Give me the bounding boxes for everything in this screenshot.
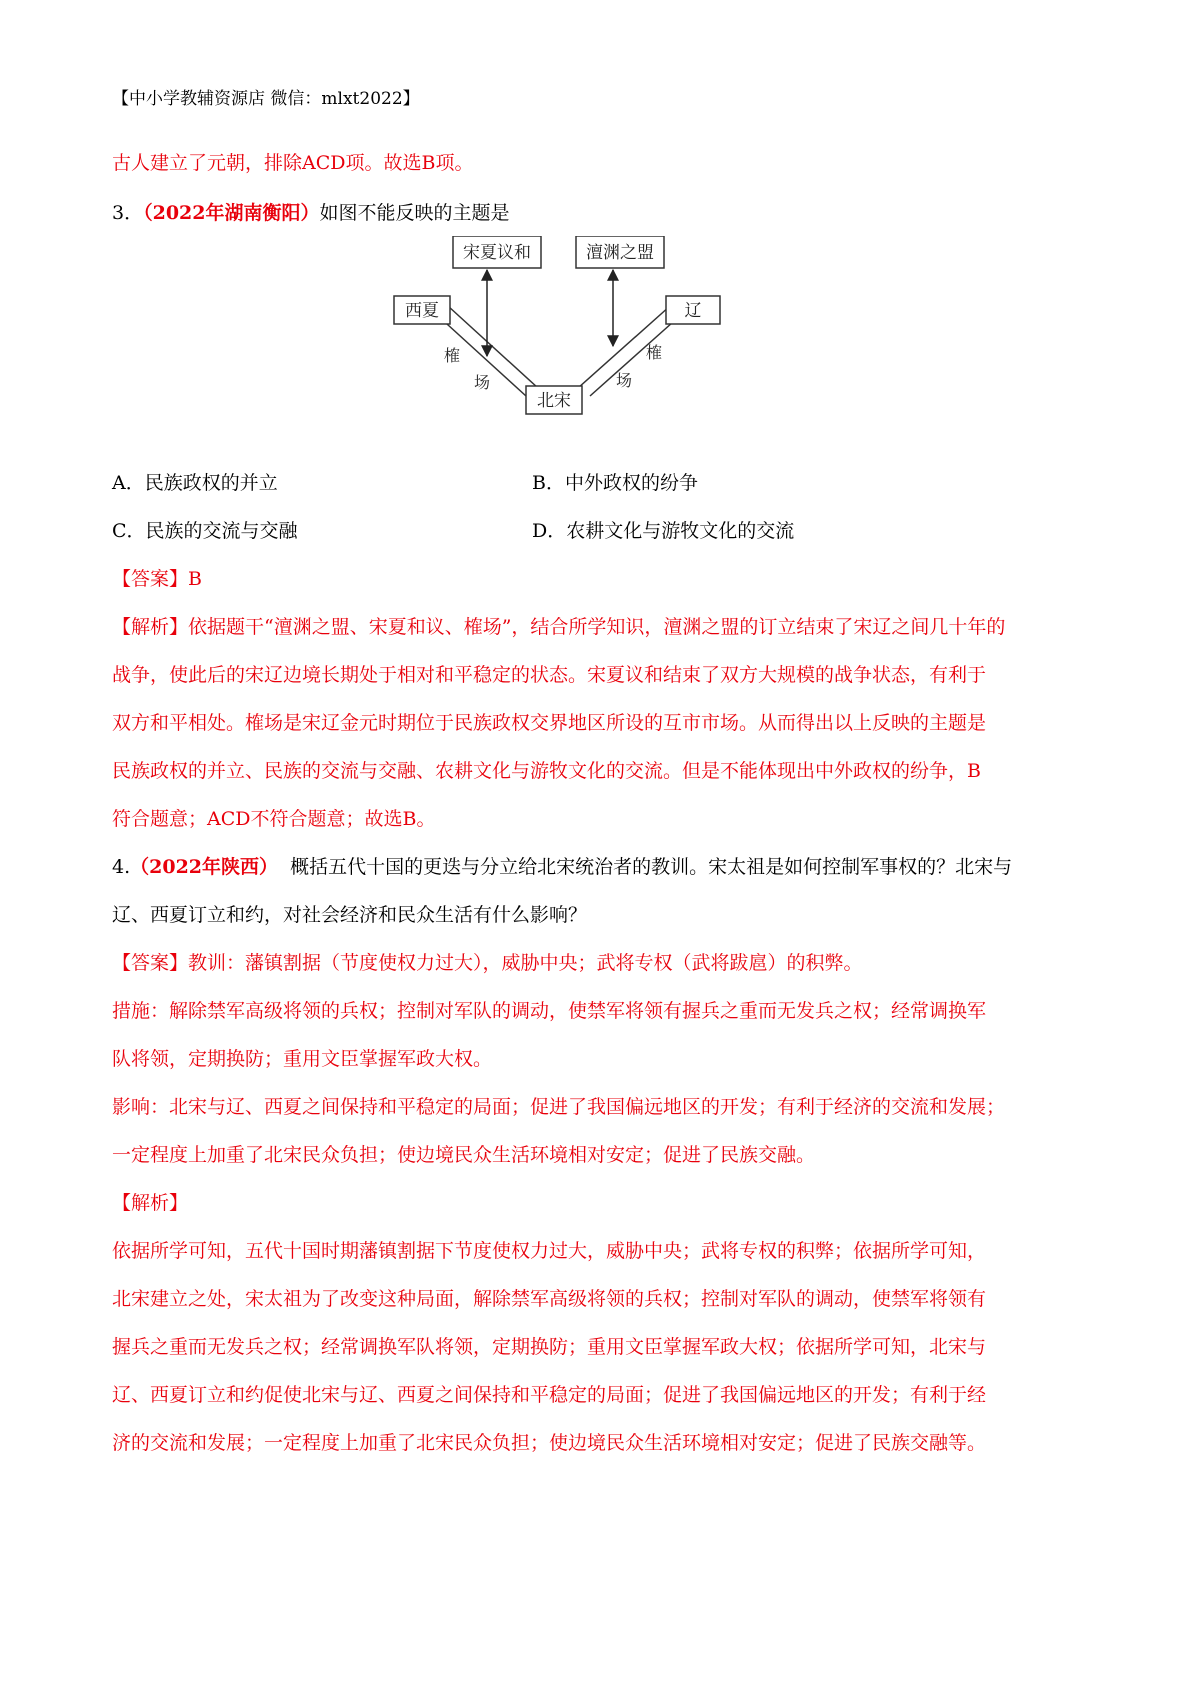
question-4-answer-line-2: 措施：解除禁军高级将领的兵权；控制对军队的调动，使禁军将领有握兵之重而无发兵之权；经常调换军 — [112, 1000, 987, 1022]
question-4-analysis-line-3: 握兵之重而无发兵之权；经常调换军队将领，定期换防；重用文臣掌握军政大权；依据所学可知，北宋与 — [112, 1336, 987, 1358]
previous-answer-tail: 古人建立了元朝，排除ACD项。故选B项。 — [112, 152, 474, 174]
question-3-analysis-line-2: 战争，使此后的宋辽边境长期处于相对和平稳定的状态。宋夏议和结束了双方大规模的战争状态，有利于 — [112, 664, 987, 686]
label-liao: 辽 — [684, 301, 702, 321]
question-4-analysis-line-4: 辽、西夏订立和约促使北宋与辽、西夏之间保持和平稳定的局面；促进了我国偏远地区的开发；有利于经 — [112, 1384, 987, 1406]
page-header: 【中小学教辅资源店 微信：mlxt2022】 — [112, 89, 420, 109]
question-4-analysis-line-5: 济的交流和发展；一定程度上加重了北宋民众负担；使边境民众生活环境相对安定；促进了民族交融等。 — [112, 1432, 987, 1454]
question-3-analysis-line-1: 【解析】依据题干“澶渊之盟、宋夏和议、榷场”，结合所学知识，澶渊之盟的订立结束了宋辽之间几十年的 — [112, 616, 1006, 638]
question-3-analysis-line-3: 双方和平相处。榷场是宋辽金元时期位于民族政权交界地区所设的互市市场。从而得出以上反映的主题是 — [112, 712, 987, 734]
question-4-answer-line-5: 一定程度上加重了北宋民众负担；使边境民众生活环境相对安定；促进了民族交融。 — [112, 1144, 816, 1166]
label-left-que: 榷 — [444, 346, 461, 365]
question-4-text-1: 概括五代十国的更迭与分立给北宋统治者的教训。宋太祖是如何控制军事权的？北宋与 — [290, 856, 1013, 878]
question-3-analysis-line-4: 民族政权的并立、民族的交流与交融、农耕文化与游牧文化的交流。但是不能体现出中外政权的纷争，B — [112, 760, 981, 782]
question-4-source: （2022年陕西） — [130, 856, 279, 878]
question-3-stem — [112, 198, 510, 228]
question-4-analysis-line-2: 北宋建立之处，宋太祖为了改变这种局面，解除禁军高级将领的兵权；控制对军队的调动，使禁军将领有 — [112, 1288, 987, 1310]
question-3-answer: 【答案】B — [112, 568, 202, 590]
question-3-analysis-line-5: 符合题意；ACD不符合题意；故选B。 — [112, 808, 436, 830]
option-c: C．民族的交流与交融 — [112, 520, 298, 542]
question-3-number: 3． — [112, 202, 144, 224]
label-chanyuan: 澶渊之盟 — [586, 243, 654, 263]
question-4-number: 4. — [112, 856, 131, 878]
label-xixia: 西夏 — [405, 301, 439, 321]
question-3-text: 如图不能反映的主题是 — [319, 202, 510, 224]
option-b: B．中外政权的纷争 — [532, 472, 698, 494]
question-3-diagram — [380, 236, 780, 442]
question-4-analysis-title: 【解析】 — [112, 1192, 189, 1214]
label-song-xia: 宋夏议和 — [463, 243, 531, 263]
question-4-answer-line-3: 队将领，定期换防；重用文臣掌握军政大权。 — [112, 1048, 493, 1070]
question-4-answer-line-1: 【答案】教训：藩镇割据（节度使权力过大），威胁中央；武将专权（武将跋扈）的积弊。 — [112, 952, 863, 974]
question-4-answer-line-4: 影响：北宋与辽、西夏之间保持和平稳定的局面；促进了我国偏远地区的开发；有利于经济的交流和发展； — [112, 1096, 1006, 1118]
option-d: D．农耕文化与游牧文化的交流 — [532, 520, 795, 542]
question-4-stem-line-1 — [112, 852, 1012, 882]
label-right-que: 榷 — [646, 343, 663, 362]
question-4-analysis-line-1: 依据所学可知，五代十国时期藩镇割据下节度使权力过大，威胁中央；武将专权的积弊；依据所学可知， — [112, 1240, 987, 1262]
label-left-chang: 场 — [474, 373, 491, 392]
question-3-source: （2022年湖南衡阳） — [143, 202, 320, 224]
question-4-stem-line-2: 辽、西夏订立和约，对社会经济和民众生活有什么影响？ — [112, 904, 588, 926]
option-a: A．民族政权的并立 — [112, 472, 278, 494]
label-right-chang: 场 — [616, 371, 633, 390]
label-beisong: 北宋 — [537, 391, 571, 411]
